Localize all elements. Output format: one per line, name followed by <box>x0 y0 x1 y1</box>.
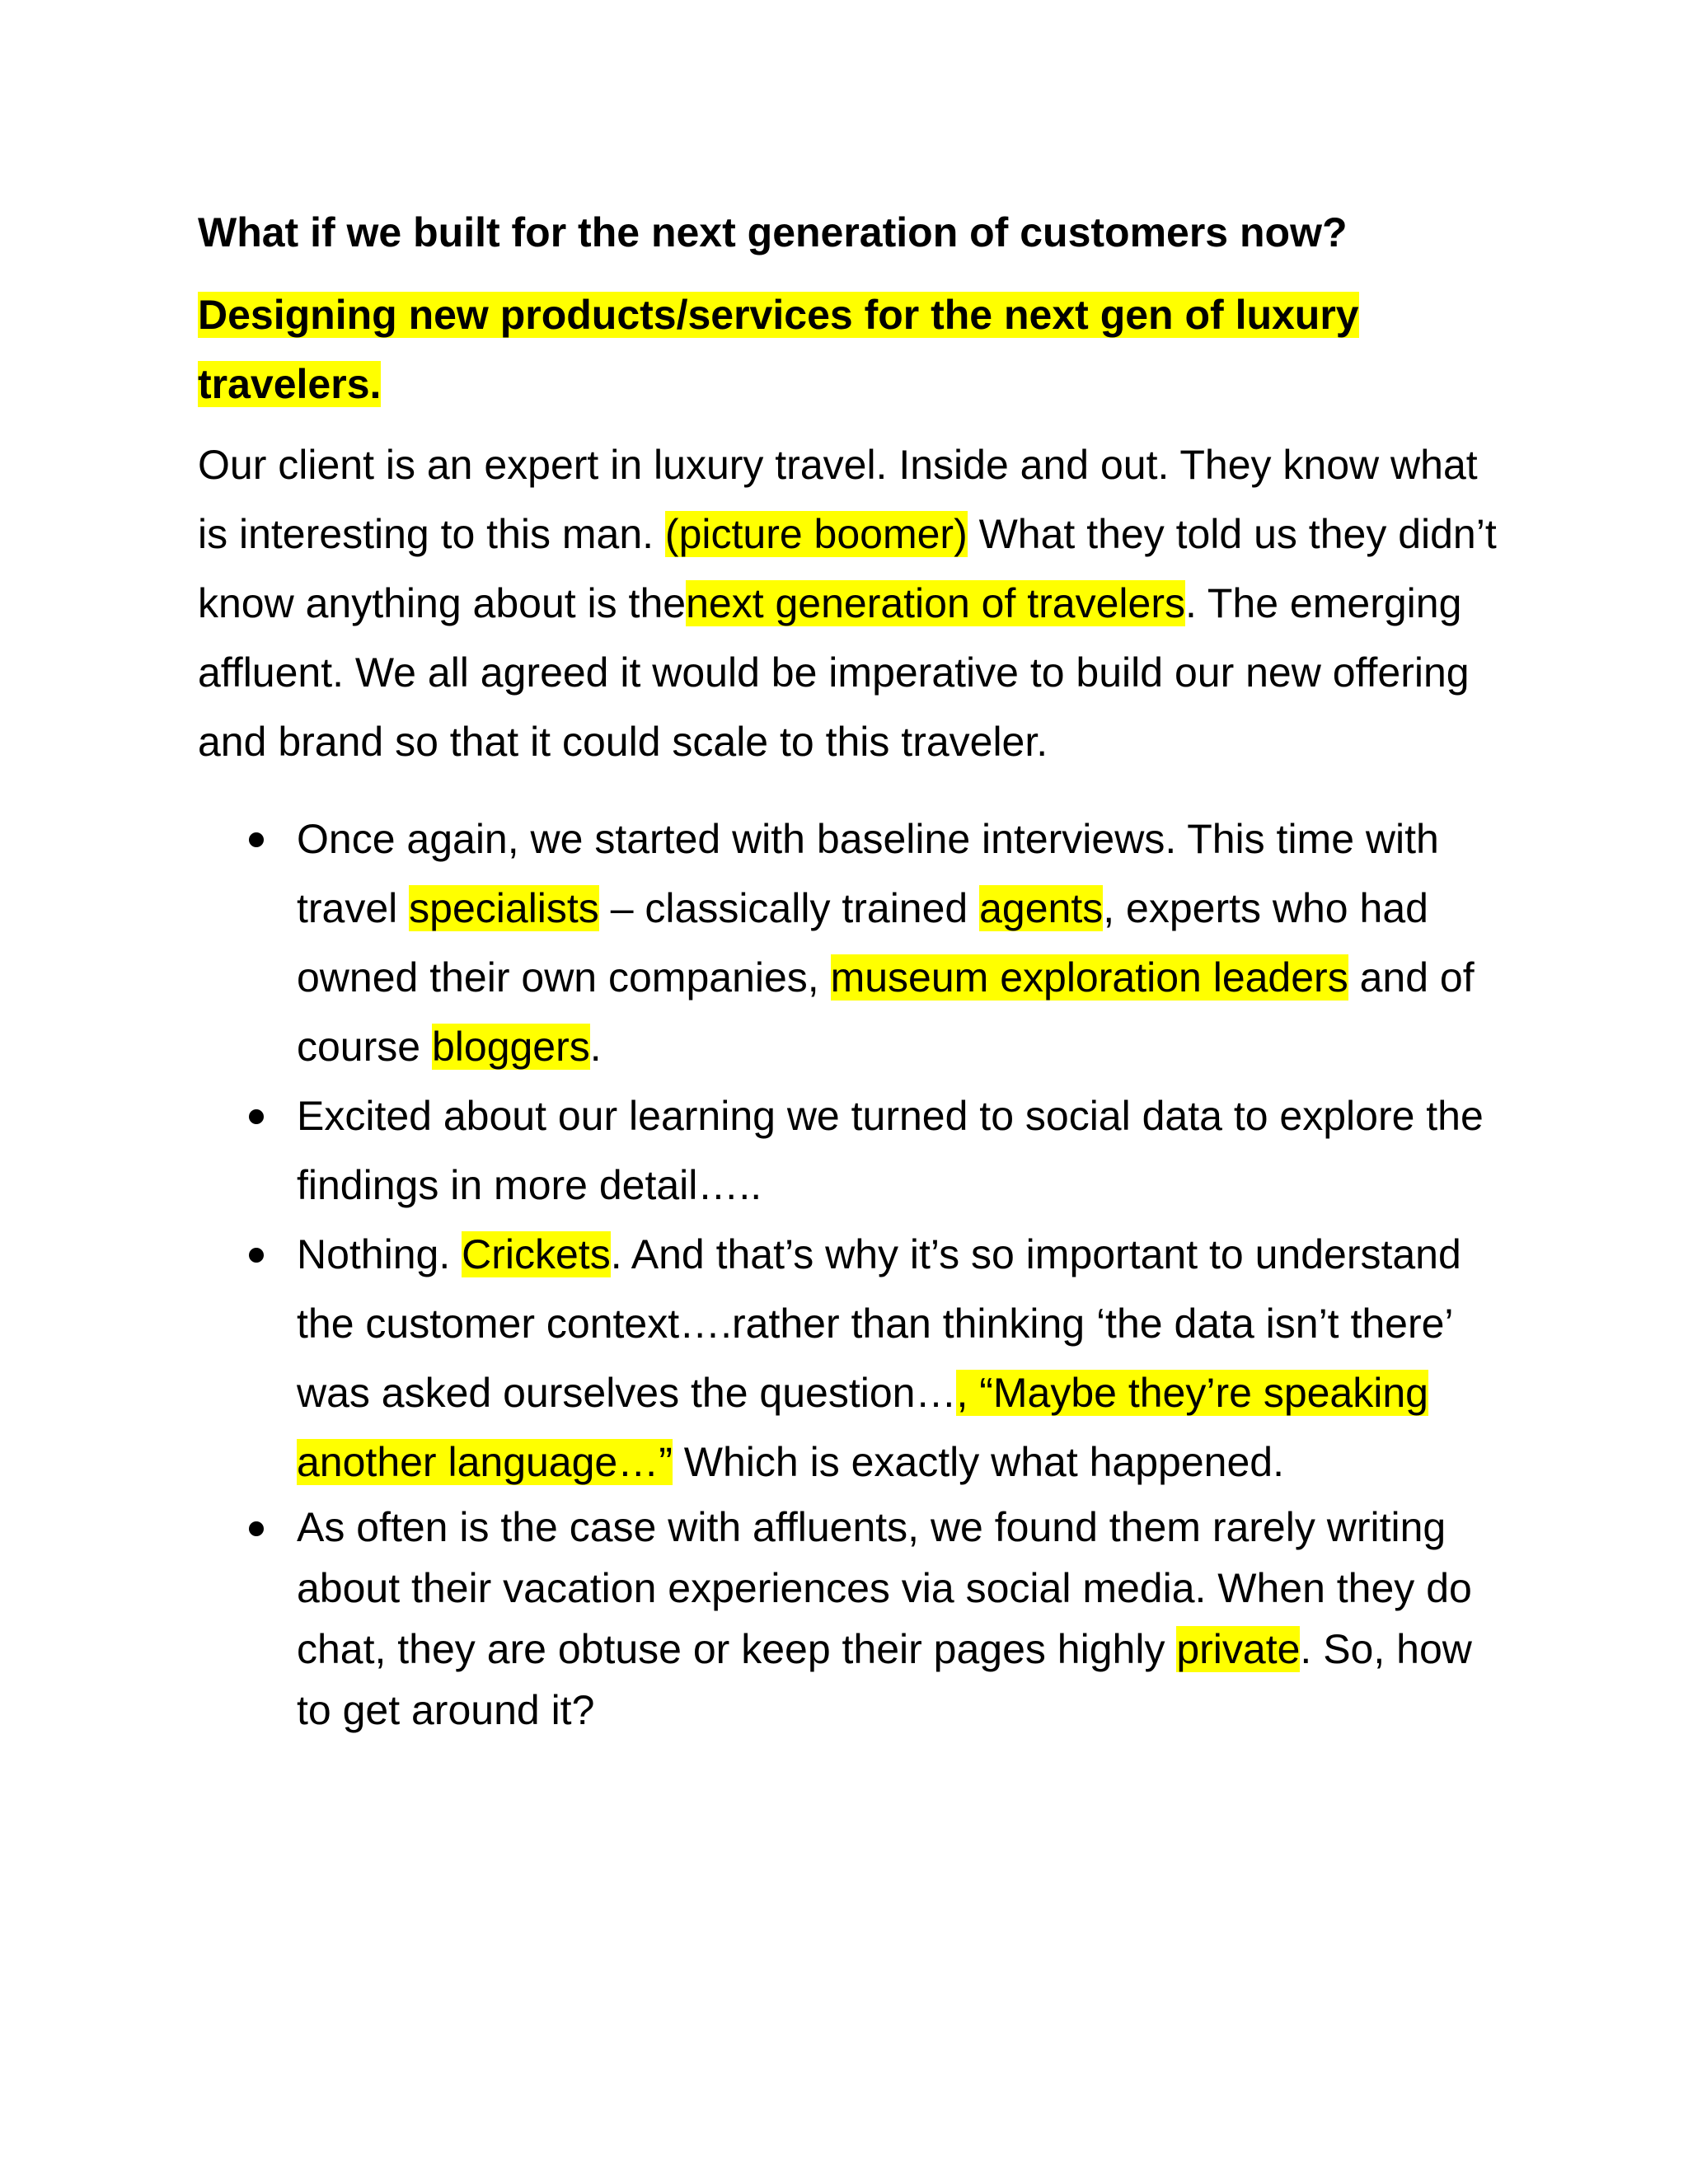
highlighted-text: private <box>1176 1626 1301 1672</box>
bullet-text: and of course <box>297 954 1475 1070</box>
document-subtitle <box>198 280 1500 419</box>
subtitle-highlight: Designing new products/services for the next gen of luxury travelers. <box>198 292 1359 407</box>
intro-paragraph <box>198 430 1500 776</box>
bullet-text: As often is the case with affluents, we found them rarely writing about their vacation experiences via social media. When they do chat, they are obtuse or keep their pages highly <box>297 1504 1472 1672</box>
paragraph-text: What they told us they didn’t know anything about is the <box>198 511 1497 626</box>
bullet-text: . And that’s why it’s so important to understand the customer context….rather than thinking ‘the data isn’t there’ was asked ourselves the question… <box>297 1231 1461 1416</box>
bullet-item-interviews <box>198 804 1500 1081</box>
bullet-icon <box>249 1109 264 1124</box>
paragraph-text: . The emerging affluent. We all agreed it would be imperative to build our new offering and brand so that it could scale to this traveler. <box>198 580 1470 765</box>
document-title: What if we built for the next generation of customers now? <box>198 209 1348 255</box>
bullet-text: , experts who had owned their own companies, <box>297 885 1428 1001</box>
bullet-text: Once again, we started with baseline interviews. This time with travel <box>297 816 1439 931</box>
highlighted-text: (picture boomer) <box>664 511 968 557</box>
highlighted-text: Crickets <box>462 1231 611 1277</box>
document-content <box>198 198 1500 1741</box>
bullet-text: Excited about our learning we turned to social data to explore the findings in more detail….. <box>297 1093 1484 1208</box>
bullet-item-crickets <box>198 1220 1500 1497</box>
bullet-text: . So, how to get around it? <box>297 1626 1472 1733</box>
bullet-icon <box>249 1248 264 1263</box>
bullet-text: Which is exactly what happened. <box>672 1439 1284 1485</box>
bullet-item-affluents <box>198 1497 1500 1741</box>
bullet-text: Nothing. <box>297 1231 462 1277</box>
bullet-text: – classically trained <box>598 885 980 931</box>
paragraph-text: Our client is an expert in luxury travel. Inside and out. They know what is interesting to this man. <box>198 442 1478 557</box>
bullet-text: . <box>589 1024 602 1070</box>
bullet-list <box>198 804 1500 1741</box>
highlighted-text: next generation of travelers <box>686 580 1185 626</box>
highlighted-text: , “Maybe they’re speaking another language…” <box>297 1370 1428 1485</box>
bullet-icon <box>249 1521 264 1536</box>
bullet-icon <box>249 832 264 847</box>
bullet-item-social-data <box>198 1081 1500 1220</box>
highlighted-text: museum exploration leaders <box>830 954 1348 1001</box>
highlighted-text: bloggers <box>431 1024 590 1070</box>
highlighted-text: specialists <box>409 885 599 931</box>
highlighted-text: agents <box>979 885 1104 931</box>
